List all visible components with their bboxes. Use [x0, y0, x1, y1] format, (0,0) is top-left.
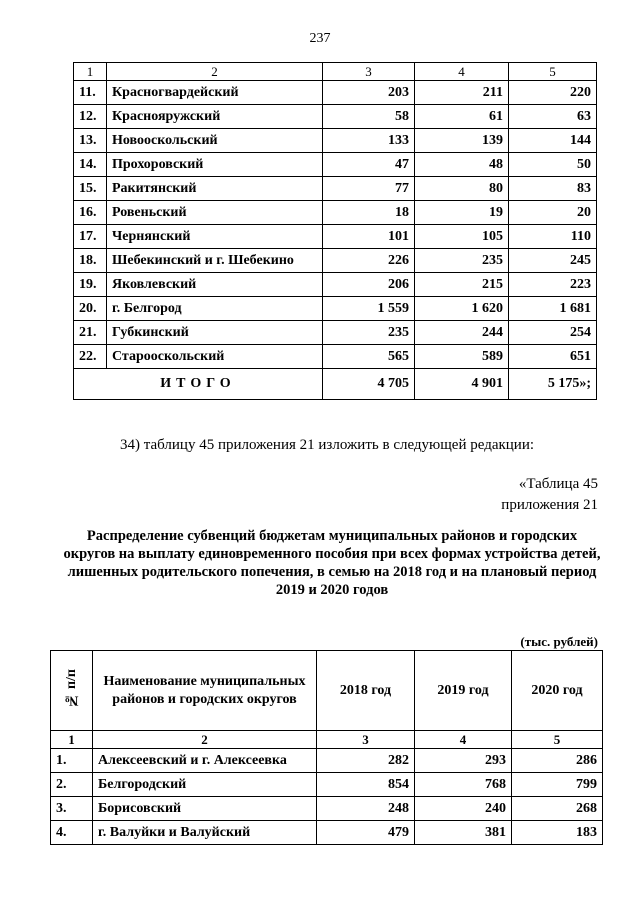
row-number: 18.	[74, 249, 107, 273]
header-2018: 2018 год	[317, 651, 415, 731]
value-2020: 254	[509, 321, 597, 345]
value-2020: 1 681	[509, 297, 597, 321]
district-name: Белгородский	[93, 773, 317, 797]
row-number: 12.	[74, 105, 107, 129]
value-2020: 83	[509, 177, 597, 201]
value-2018: 226	[323, 249, 415, 273]
district-name: г. Валуйки и Валуйский	[93, 821, 317, 845]
table-row	[74, 81, 597, 105]
value-2020: 245	[509, 249, 597, 273]
index-cell: 2	[93, 731, 317, 749]
row-number: 17.	[74, 225, 107, 249]
district-name: Борисовский	[93, 797, 317, 821]
amendment-instruction: 34) таблицу 45 приложения 21 изложить в следующей редакции:	[120, 437, 535, 453]
value-2020: 20	[509, 201, 597, 225]
value-2018: 206	[323, 273, 415, 297]
header-name: Наименование муниципальных районов и городских округов	[93, 651, 317, 731]
table-row	[74, 105, 597, 129]
value-2018: 101	[323, 225, 415, 249]
value-2019: 105	[415, 225, 509, 249]
units-label: (тыс. рублей)	[520, 634, 598, 649]
table-row	[74, 321, 597, 345]
value-2019: 244	[415, 321, 509, 345]
value-2018: 58	[323, 105, 415, 129]
value-2018: 1 559	[323, 297, 415, 321]
table-row	[74, 345, 597, 369]
value-2019: 235	[415, 249, 509, 273]
value-2020: 268	[512, 797, 603, 821]
row-number: 2.	[51, 773, 93, 797]
value-2018: 235	[323, 321, 415, 345]
value-2020: 223	[509, 273, 597, 297]
subvention-table	[50, 650, 603, 845]
value-2020: 651	[509, 345, 597, 369]
table-reference-line-1: «Таблица 45	[518, 476, 598, 492]
value-2019: 768	[415, 773, 512, 797]
value-2019: 80	[415, 177, 509, 201]
page-number: 237	[309, 31, 331, 46]
value-2019: 139	[415, 129, 509, 153]
district-name: Прохоровский	[107, 153, 323, 177]
value-2019: 240	[415, 797, 512, 821]
value-2020: 799	[512, 773, 603, 797]
row-number: 14.	[74, 153, 107, 177]
value-2019: 1 620	[415, 297, 509, 321]
district-name: Губкинский	[107, 321, 323, 345]
index-cell: 3	[317, 731, 415, 749]
value-2019: 61	[415, 105, 509, 129]
row-number: 16.	[74, 201, 107, 225]
header-cell: 2	[107, 63, 323, 81]
value-2019: 381	[415, 821, 512, 845]
table-row	[51, 821, 603, 845]
column-index-row	[51, 731, 603, 749]
value-2018: 77	[323, 177, 415, 201]
value-2018: 479	[317, 821, 415, 845]
value-2019: 293	[415, 749, 512, 773]
value-2018: 47	[323, 153, 415, 177]
table-row	[74, 153, 597, 177]
districts-table-continued	[73, 62, 597, 400]
row-number: 20.	[74, 297, 107, 321]
table-row	[51, 773, 603, 797]
total-2018: 4 705	[323, 369, 415, 400]
header-cell: 3	[323, 63, 415, 81]
value-2020: 220	[509, 81, 597, 105]
value-2018: 854	[317, 773, 415, 797]
district-name: Краснояружский	[107, 105, 323, 129]
header-2019: 2019 год	[415, 651, 512, 731]
value-2018: 18	[323, 201, 415, 225]
row-number: 21.	[74, 321, 107, 345]
value-2019: 215	[415, 273, 509, 297]
value-2020: 50	[509, 153, 597, 177]
row-number: 11.	[74, 81, 107, 105]
row-number: 22.	[74, 345, 107, 369]
index-cell: 1	[51, 731, 93, 749]
table-title: Распределение субвенций бюджетам муниципальных районов и городских округов на выплату единовременного пособия при всех формах устройства детей, лишенных родительского попечения, в семью на 2018 год и на плановый период 2019 и 2020 годов	[63, 528, 601, 598]
value-2019: 211	[415, 81, 509, 105]
value-2018: 565	[323, 345, 415, 369]
district-name: Красногвардейский	[107, 81, 323, 105]
header-cell: 1	[74, 63, 107, 81]
header-cell: 5	[509, 63, 597, 81]
table-row	[51, 797, 603, 821]
row-number: 19.	[74, 273, 107, 297]
value-2019: 48	[415, 153, 509, 177]
table-row	[74, 249, 597, 273]
row-number: 15.	[74, 177, 107, 201]
value-2020: 144	[509, 129, 597, 153]
table-header-row	[51, 651, 603, 731]
value-2020: 183	[512, 821, 603, 845]
table-row	[74, 177, 597, 201]
index-cell: 4	[415, 731, 512, 749]
district-name: Алексеевский и г. Алексеевка	[93, 749, 317, 773]
header-cell: 4	[415, 63, 509, 81]
district-name: Чернянский	[107, 225, 323, 249]
table-row	[74, 201, 597, 225]
district-name: г. Белгород	[107, 297, 323, 321]
value-2018: 203	[323, 81, 415, 105]
total-2020: 5 175»;	[509, 369, 597, 400]
table-row	[74, 297, 597, 321]
row-number: 13.	[74, 129, 107, 153]
table-row	[74, 225, 597, 249]
table-reference-line-2: приложения 21	[501, 497, 598, 513]
row-number: 4.	[51, 821, 93, 845]
total-row	[74, 369, 597, 400]
index-cell: 5	[512, 731, 603, 749]
table-header-row	[74, 63, 597, 81]
district-name: Новооскольский	[107, 129, 323, 153]
row-number: 1.	[51, 749, 93, 773]
value-2018: 248	[317, 797, 415, 821]
district-name: Ракитянский	[107, 177, 323, 201]
district-name: Ровеньский	[107, 201, 323, 225]
district-name: Старооскольский	[107, 345, 323, 369]
value-2020: 63	[509, 105, 597, 129]
value-2018: 133	[323, 129, 415, 153]
header-2020: 2020 год	[512, 651, 603, 731]
value-2020: 110	[509, 225, 597, 249]
header-number-label: № п/п	[63, 668, 79, 708]
total-2019: 4 901	[415, 369, 509, 400]
value-2018: 282	[317, 749, 415, 773]
header-number	[51, 651, 93, 731]
table-row	[74, 273, 597, 297]
table-row	[51, 749, 603, 773]
district-name: Шебекинский и г. Шебекино	[107, 249, 323, 273]
total-label: ИТОГО	[74, 369, 323, 400]
table-row	[74, 129, 597, 153]
district-name: Яковлевский	[107, 273, 323, 297]
row-number: 3.	[51, 797, 93, 821]
value-2020: 286	[512, 749, 603, 773]
value-2019: 19	[415, 201, 509, 225]
value-2019: 589	[415, 345, 509, 369]
